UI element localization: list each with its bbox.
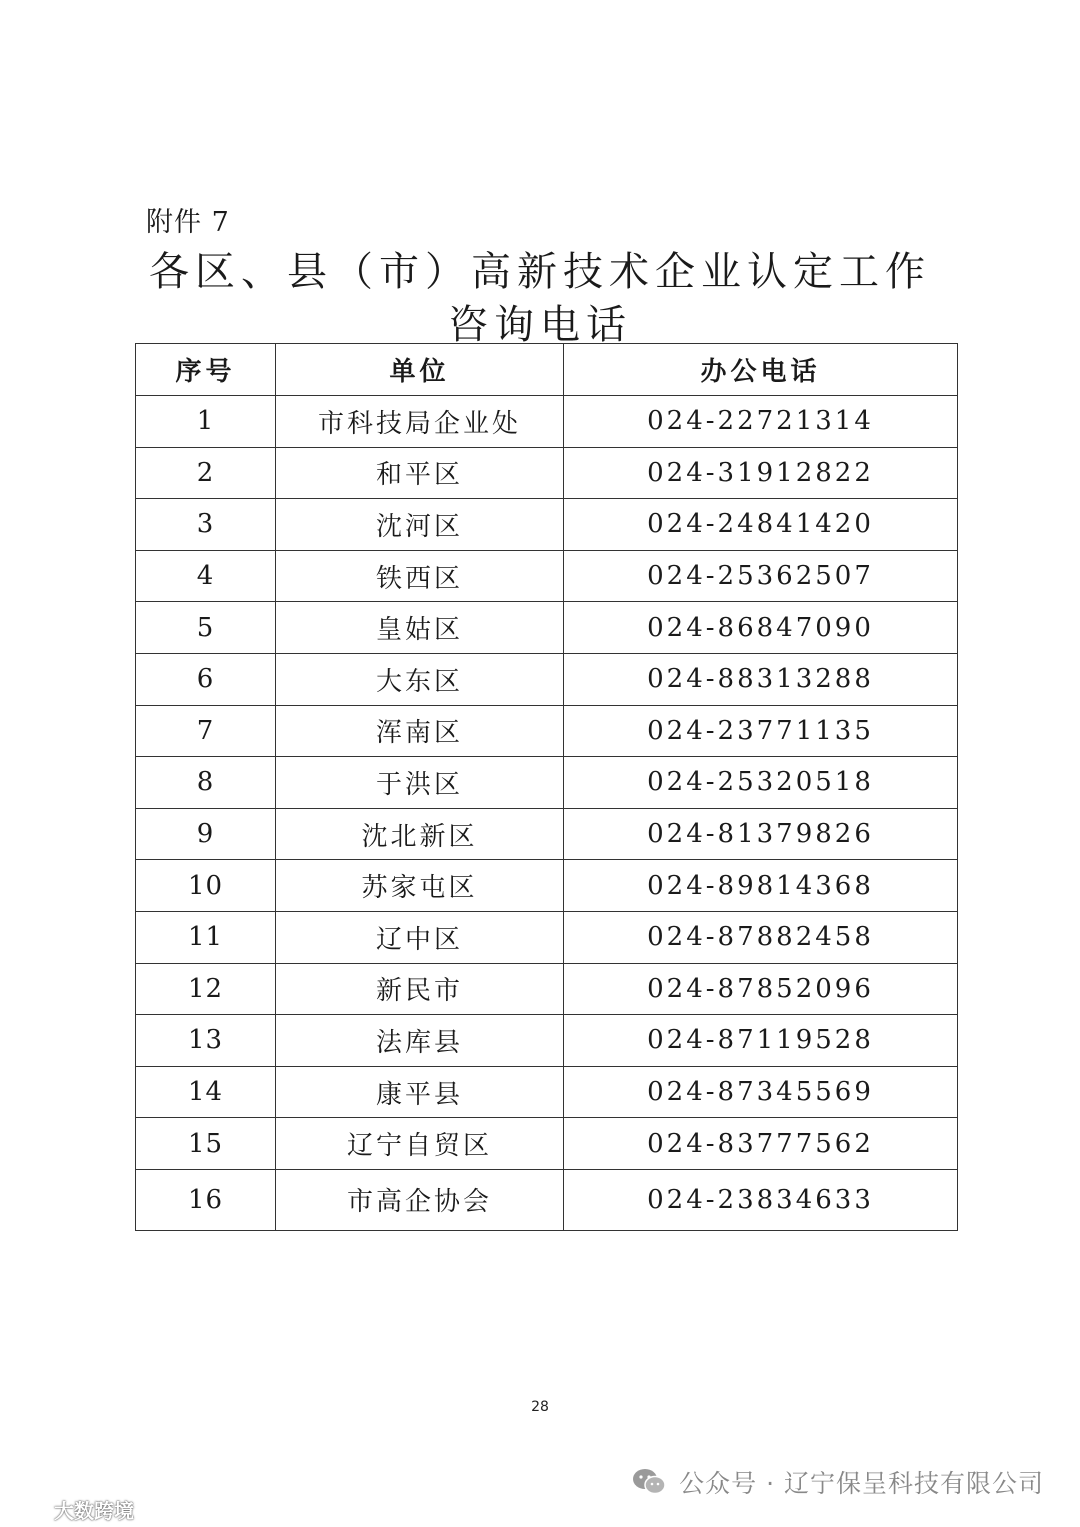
row-unit: 沈河区 (276, 499, 564, 551)
watermark-account (631, 1464, 1044, 1500)
row-unit: 辽宁自贸区 (276, 1118, 564, 1170)
row-number: 8 (136, 757, 276, 809)
table-row (136, 550, 958, 602)
table-row (136, 1118, 958, 1170)
row-phone: 024-23834633 (564, 1169, 958, 1230)
row-phone: 024-25362507 (564, 550, 958, 602)
row-unit: 新民市 (276, 963, 564, 1015)
header-unit: 单位 (276, 344, 564, 396)
row-number: 1 (136, 396, 276, 448)
row-unit: 浑南区 (276, 705, 564, 757)
row-unit: 市高企协会 (276, 1169, 564, 1230)
table-row (136, 499, 958, 551)
row-number: 7 (136, 705, 276, 757)
table-row (136, 602, 958, 654)
table-row (136, 447, 958, 499)
header-number: 序号 (136, 344, 276, 396)
source-logo-icon (6, 1499, 50, 1521)
row-phone: 024-89814368 (564, 860, 958, 912)
row-unit: 和平区 (276, 447, 564, 499)
row-number: 12 (136, 963, 276, 1015)
watermark-source-text: 大数跨境 (54, 1499, 134, 1523)
row-unit: 法库县 (276, 1015, 564, 1067)
row-phone: 024-86847090 (564, 602, 958, 654)
table-row (136, 705, 958, 757)
attachment-label: 附件 7 (146, 207, 230, 238)
row-unit: 皇姑区 (276, 602, 564, 654)
row-unit: 苏家屯区 (276, 860, 564, 912)
row-phone: 024-25320518 (564, 757, 958, 809)
row-unit: 康平县 (276, 1066, 564, 1118)
table-row (136, 963, 958, 1015)
row-number: 15 (136, 1118, 276, 1170)
row-unit: 于洪区 (276, 757, 564, 809)
row-number: 11 (136, 911, 276, 963)
row-phone: 024-24841420 (564, 499, 958, 551)
row-unit: 大东区 (276, 653, 564, 705)
row-number: 9 (136, 808, 276, 860)
row-number: 4 (136, 550, 276, 602)
watermark-account-text: 公众号 · 辽宁保呈科技有限公司 (679, 1469, 1044, 1498)
table-row (136, 757, 958, 809)
table-row (136, 396, 958, 448)
row-phone: 024-87119528 (564, 1015, 958, 1067)
wechat-icon (631, 1467, 667, 1497)
document-title: 各区、县（市）高新技术企业认定工作 (149, 249, 931, 295)
table-row (136, 1015, 958, 1067)
table-header-row (136, 344, 958, 396)
table-row (136, 808, 958, 860)
row-number: 5 (136, 602, 276, 654)
row-unit: 辽中区 (276, 911, 564, 963)
row-phone: 024-87852096 (564, 963, 958, 1015)
document-subtitle: 咨询电话 (448, 302, 632, 348)
row-phone: 024-31912822 (564, 447, 958, 499)
header-phone: 办公电话 (564, 344, 958, 396)
row-number: 6 (136, 653, 276, 705)
row-phone: 024-87345569 (564, 1066, 958, 1118)
row-number: 14 (136, 1066, 276, 1118)
table-row (136, 1169, 958, 1230)
table-row (136, 911, 958, 963)
row-number: 13 (136, 1015, 276, 1067)
watermark-source (6, 1495, 134, 1524)
row-phone: 024-83777562 (564, 1118, 958, 1170)
table-row (136, 653, 958, 705)
row-phone: 024-87882458 (564, 911, 958, 963)
row-phone: 024-22721314 (564, 396, 958, 448)
table-row (136, 860, 958, 912)
row-number: 16 (136, 1169, 276, 1230)
row-number: 2 (136, 447, 276, 499)
table-row (136, 1066, 958, 1118)
row-phone: 024-81379826 (564, 808, 958, 860)
page-number: 28 (531, 1399, 549, 1415)
row-unit: 铁西区 (276, 550, 564, 602)
row-phone: 024-23771135 (564, 705, 958, 757)
row-phone: 024-88313288 (564, 653, 958, 705)
row-unit: 市科技局企业处 (276, 396, 564, 448)
row-number: 3 (136, 499, 276, 551)
contact-table (135, 343, 958, 1231)
row-number: 10 (136, 860, 276, 912)
row-unit: 沈北新区 (276, 808, 564, 860)
